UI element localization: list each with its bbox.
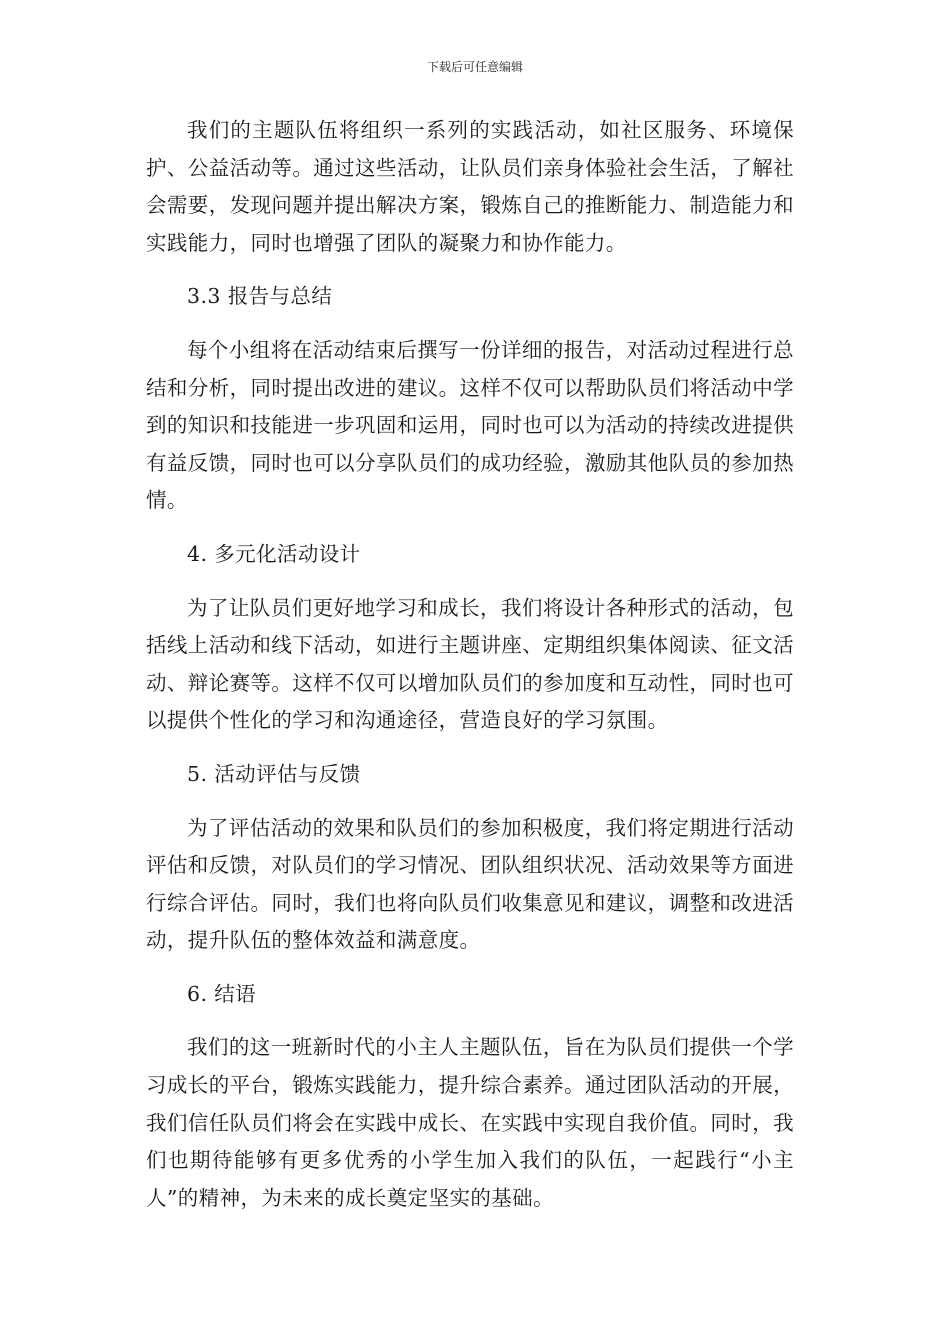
section-heading-6: 6. 结语 — [187, 981, 257, 1006]
paragraph-evaluation-feedback: 为了评估活动的效果和队员们的参加积极度，我们将定期进行活动评估和反馈，对队员们的学习情况、团队组织状况、活动效果等方面进行综合评估。同时，我们也将向队员们收集意见和建议，调整和改进活动，提升队伍的整体效益和满意度。 — [146, 815, 794, 953]
page-header: 下载后可任意编辑 — [426, 60, 523, 74]
section-heading-3-3: 3.3 报告与总结 — [187, 284, 333, 309]
paragraph-practice-activities: 我们的主题队伍将组织一系列的实践活动，如社区服务、环境保护、公益活动等。通过这些活动，让队员们亲身体验社会生活，了解社会需要，发现问题并提出解决方案，锻炼自己的推断能力、制造能力和实践能力，同时也增强了团队的凝聚力和协作能力。 — [146, 118, 794, 255]
section-heading-4: 4. 多元化活动设计 — [187, 541, 361, 566]
document-body — [146, 112, 794, 1217]
paragraph-diverse-activities: 为了让队员们更好地学习和成长，我们将设计各种形式的活动，包括线上活动和线下活动，如进行主题讲座、定期组织集体阅读、征文活动、辩论赛等。这样不仅可以增加队员们的参加度和互动性，同时也可以提供个性化的学习和沟通途径，营造良好的学习氛围。 — [146, 595, 794, 733]
section-heading-5: 5. 活动评估与反馈 — [187, 761, 361, 786]
paragraph-report-summary: 每个小组将在活动结束后撰写一份详细的报告，对活动过程进行总结和分析，同时提出改进的建议。这样不仅可以帮助队员们将活动中学到的知识和技能进一步巩固和运用，同时也可以为活动的持续改进提供有益反馈，同时也可以分享队员们的成功经验，激励其他队员的参加热情。 — [146, 337, 794, 513]
paragraph-conclusion: 我们的这一班新时代的小主人主题队伍，旨在为队员们提供一个学习成长的平台，锻炼实践能力，提升综合素养。通过团队活动的开展，我们信任队员们将会在实践中成长、在实践中实现自我价值。同时，我们也期待能够有更多优秀的小学生加入我们的队伍，一起践行“小主人”的精神，为未来的成长奠定坚实的基础。 — [146, 1035, 794, 1210]
